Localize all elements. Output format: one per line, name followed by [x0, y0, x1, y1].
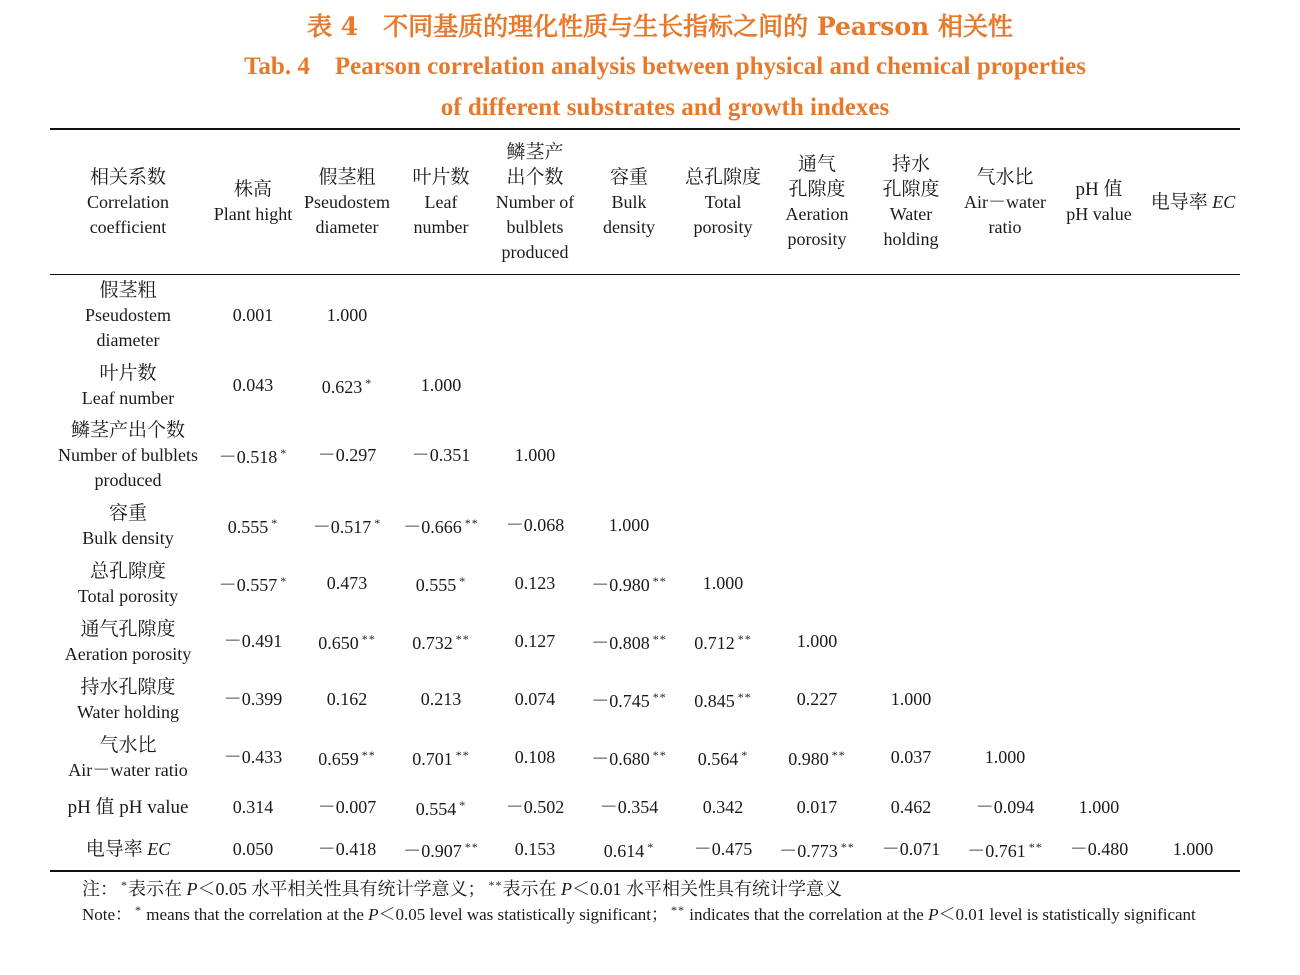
value-cell: [394, 497, 488, 555]
cell-value: －0.666: [403, 517, 462, 537]
row-header-pseudostem-diameter: 假茎粗 Pseudostem diameter: [84, 280, 171, 351]
cell-value: －0.761: [967, 840, 1026, 861]
value-cell: [958, 829, 1052, 871]
empty-cell: [1146, 671, 1240, 729]
table-row: [50, 613, 1240, 671]
significance-marker: *: [374, 516, 382, 530]
empty-cell: [1052, 497, 1146, 555]
cell-value: 0.162: [326, 689, 368, 709]
table-row: [50, 275, 1240, 357]
header-leaf-number: 叶片数 Leaf number: [412, 166, 470, 237]
cell-value: 0.074: [514, 689, 556, 709]
header-pseudostem-diameter: 假茎粗 Pseudostem diameter: [303, 166, 390, 237]
empty-cell: [958, 497, 1052, 555]
header-corner: 相关系数 Correlation coefficient: [87, 166, 169, 237]
cell-value: 0.127: [514, 631, 556, 651]
value-cell: [676, 671, 770, 729]
empty-cell: [676, 275, 770, 357]
correlation-table: [50, 128, 1240, 872]
cell-value: －0.557: [218, 575, 278, 595]
value-cell: [488, 613, 582, 671]
cell-value: 0.614: [603, 840, 645, 861]
cell-value: －0.773: [779, 840, 838, 861]
value-cell: [206, 787, 300, 829]
cell-value: －0.680: [591, 749, 650, 769]
cell-value: －0.068: [505, 515, 565, 535]
cell-value: 0.555: [415, 575, 457, 595]
empty-cell: [958, 415, 1052, 497]
significance-marker: **: [652, 574, 667, 588]
value-cell: [958, 787, 1052, 829]
cell-value: 0.001: [232, 305, 274, 326]
empty-cell: [1146, 357, 1240, 415]
cell-value: 1.000: [702, 573, 744, 593]
value-cell: [206, 729, 300, 787]
empty-cell: [864, 555, 958, 613]
cell-value: －0.907: [403, 840, 462, 861]
header-row: [50, 129, 1240, 275]
empty-cell: [958, 671, 1052, 729]
value-cell: [582, 787, 676, 829]
value-cell: [770, 671, 864, 729]
value-cell: [676, 613, 770, 671]
cell-value: 0.314: [232, 797, 274, 817]
cell-value: －0.502: [505, 797, 565, 817]
cell-value: －0.433: [223, 747, 283, 767]
empty-cell: [864, 613, 958, 671]
value-cell: [300, 275, 394, 357]
table-row: [50, 555, 1240, 613]
value-cell: [676, 729, 770, 787]
empty-cell: [488, 275, 582, 357]
empty-cell: [958, 357, 1052, 415]
value-cell: [488, 415, 582, 497]
cell-value: 0.037: [890, 747, 932, 767]
significance-marker: **: [464, 839, 479, 854]
value-cell: [394, 415, 488, 497]
value-cell: [864, 729, 958, 787]
empty-cell: [676, 357, 770, 415]
value-cell: [864, 829, 958, 871]
empty-cell: [582, 357, 676, 415]
significance-marker: **: [737, 690, 752, 704]
header-air-water-ratio: 气水比 Air－water ratio: [964, 166, 1046, 237]
row-header-water-holding: 持水孔隙度 Water holding: [76, 676, 180, 722]
empty-cell: [1052, 275, 1146, 357]
note-cn: 注： *表示在 P＜0.05 水平相关性具有统计学意义； **表示在 P＜0.01 水平相关性具有统计学意义: [82, 878, 842, 899]
significance-marker: **: [361, 632, 376, 646]
value-cell: [300, 829, 394, 871]
value-cell: [394, 671, 488, 729]
value-cell: [676, 787, 770, 829]
value-cell: [770, 829, 864, 871]
value-cell: [1052, 829, 1146, 871]
cell-value: 0.980: [788, 749, 829, 769]
row-header-ec: 电导率 EC: [85, 838, 171, 860]
value-cell: [958, 729, 1052, 787]
empty-cell: [770, 275, 864, 357]
empty-cell: [676, 415, 770, 497]
empty-cell: [770, 357, 864, 415]
row-header-bulblets: 鳞茎产出个数 Number of bulblets produced: [58, 420, 198, 490]
cell-value: 1.000: [890, 689, 932, 709]
header-aeration-porosity: 通气 孔隙度 Aeration porosity: [785, 154, 849, 249]
table-row: [50, 357, 1240, 415]
empty-cell: [1052, 415, 1146, 497]
empty-cell: [1052, 729, 1146, 787]
cell-value: －0.745: [591, 691, 650, 711]
significance-marker: **: [652, 632, 667, 646]
row-header-aeration-porosity: 通气孔隙度 Aeration porosity: [64, 618, 192, 664]
value-cell: [488, 787, 582, 829]
significance-marker: **: [831, 748, 846, 762]
value-cell: [206, 357, 300, 415]
empty-cell: [958, 613, 1052, 671]
empty-cell: [864, 357, 958, 415]
cell-value: 0.123: [514, 573, 556, 593]
cell-value: 0.017: [796, 797, 838, 817]
empty-cell: [582, 275, 676, 357]
cell-value: 0.732: [412, 633, 453, 653]
cell-value: －0.354: [599, 797, 659, 817]
empty-cell: [770, 497, 864, 555]
empty-cell: [1146, 729, 1240, 787]
cell-value: 0.473: [326, 573, 368, 593]
cell-value: 1.000: [1172, 838, 1214, 859]
significance-marker: *: [280, 446, 288, 460]
cell-value: 0.701: [412, 749, 453, 769]
table-notes: [40, 872, 1255, 927]
value-cell: [300, 497, 394, 555]
cell-value: －0.517: [312, 517, 372, 537]
significance-marker: **: [361, 748, 376, 762]
empty-cell: [1146, 275, 1240, 357]
cell-value: 1.000: [796, 631, 838, 651]
significance-marker: *: [365, 376, 373, 390]
empty-cell: [864, 497, 958, 555]
value-cell: [864, 787, 958, 829]
value-cell: [582, 671, 676, 729]
row-header-bulk-density: 容重 Bulk density: [82, 502, 174, 548]
significance-marker: *: [459, 798, 467, 812]
cell-value: －0.480: [1069, 838, 1129, 859]
value-cell: [300, 555, 394, 613]
cell-value: 0.659: [318, 749, 359, 769]
cell-value: －0.980: [591, 575, 650, 595]
cell-value: －0.007: [317, 797, 377, 817]
cell-value: 0.153: [514, 838, 556, 859]
header-bulk-density: 容重 Bulk density: [603, 166, 655, 237]
significance-marker: **: [737, 632, 752, 646]
value-cell: [394, 555, 488, 613]
cell-value: －0.808: [591, 633, 650, 653]
cell-value: －0.475: [693, 838, 753, 859]
value-cell: [582, 555, 676, 613]
significance-marker: **: [455, 748, 470, 762]
value-cell: [582, 829, 676, 871]
cell-value: －0.518: [218, 447, 278, 467]
empty-cell: [864, 415, 958, 497]
cell-value: 0.043: [232, 375, 274, 395]
table-title-cn: 表 4 不同基质的理化性质与生长指标之间的 Pearson 相关性: [307, 12, 1013, 41]
header-ec: 电导率 EC: [1150, 191, 1236, 213]
significance-marker: **: [455, 632, 470, 646]
value-cell: [488, 671, 582, 729]
value-cell: [864, 671, 958, 729]
value-cell: [394, 613, 488, 671]
value-cell: [300, 787, 394, 829]
value-cell: [1146, 829, 1240, 871]
table-title-en-line2: of different substrates and growth indexes: [440, 94, 890, 121]
significance-marker: **: [1028, 839, 1043, 854]
empty-cell: [394, 275, 488, 357]
cell-value: 1.000: [420, 375, 462, 395]
value-cell: [206, 671, 300, 729]
value-cell: [300, 729, 394, 787]
table-row: [50, 829, 1240, 871]
value-cell: [582, 729, 676, 787]
cell-value: 0.712: [694, 633, 735, 653]
header-ph-value: pH 值 pH value: [1066, 179, 1132, 224]
significance-marker: *: [741, 748, 749, 762]
cell-value: 0.213: [420, 689, 462, 709]
cell-value: －0.071: [881, 838, 941, 859]
significance-marker: **: [464, 516, 479, 530]
value-cell: [206, 613, 300, 671]
cell-value: －0.418: [317, 838, 377, 859]
significance-marker: **: [840, 839, 855, 854]
table-row: [50, 415, 1240, 497]
cell-value: 0.845: [694, 691, 735, 711]
value-cell: [582, 497, 676, 555]
significance-marker: *: [280, 574, 288, 588]
cell-value: 0.227: [796, 689, 838, 709]
cell-value: 1.000: [514, 445, 556, 465]
significance-marker: **: [652, 690, 667, 704]
empty-cell: [582, 415, 676, 497]
significance-marker: *: [271, 516, 279, 530]
row-header-air-water-ratio: 气水比 Air－water ratio: [68, 734, 188, 780]
empty-cell: [1146, 787, 1240, 829]
cell-value: 0.564: [697, 749, 739, 769]
cell-value: 1.000: [326, 305, 368, 326]
value-cell: [300, 415, 394, 497]
value-cell: [206, 275, 300, 357]
table-row: [50, 671, 1240, 729]
value-cell: [394, 829, 488, 871]
cell-value: 1.000: [608, 515, 650, 535]
row-header-total-porosity: 总孔隙度 Total porosity: [77, 560, 179, 606]
value-cell: [770, 787, 864, 829]
cell-value: 0.650: [318, 633, 359, 653]
cell-value: －0.297: [317, 445, 377, 465]
header-bulblets: 鳞茎产 出个数 Number of bulblets produced: [495, 141, 575, 262]
empty-cell: [1146, 555, 1240, 613]
empty-cell: [676, 497, 770, 555]
cell-value: 0.554: [415, 799, 457, 819]
value-cell: [488, 497, 582, 555]
significance-marker: **: [652, 748, 667, 762]
cell-value: 1.000: [984, 747, 1026, 767]
value-cell: [394, 787, 488, 829]
table-row: [50, 729, 1240, 787]
cell-value: 0.342: [702, 797, 744, 817]
value-cell: [206, 415, 300, 497]
empty-cell: [1146, 415, 1240, 497]
significance-marker: *: [459, 574, 467, 588]
value-cell: [676, 829, 770, 871]
value-cell: [488, 729, 582, 787]
value-cell: [206, 497, 300, 555]
value-cell: [770, 729, 864, 787]
cell-value: 0.050: [232, 838, 274, 859]
empty-cell: [1052, 613, 1146, 671]
header-water-holding: 持水 孔隙度 Water holding: [882, 154, 940, 249]
empty-cell: [1052, 357, 1146, 415]
empty-cell: [1146, 497, 1240, 555]
row-header-leaf-number: 叶片数 Leaf number: [81, 362, 175, 408]
cell-value: －0.094: [975, 797, 1035, 817]
value-cell: [206, 829, 300, 871]
table-row: [50, 787, 1240, 829]
value-cell: [300, 613, 394, 671]
cell-value: －0.351: [411, 445, 471, 465]
header-plant-height: 株高 Plant hight: [213, 179, 293, 224]
cell-value: 0.462: [890, 797, 932, 817]
empty-cell: [1052, 555, 1146, 613]
empty-cell: [958, 275, 1052, 357]
empty-cell: [770, 415, 864, 497]
value-cell: [394, 729, 488, 787]
cell-value: －0.491: [223, 631, 283, 651]
cell-value: －0.399: [223, 689, 283, 709]
value-cell: [770, 613, 864, 671]
row-header-ph-value: pH 值 pH value: [67, 797, 189, 818]
value-cell: [488, 829, 582, 871]
value-cell: [488, 555, 582, 613]
header-total-porosity: 总孔隙度 Total porosity: [684, 166, 761, 237]
empty-cell: [864, 275, 958, 357]
empty-cell: [1146, 613, 1240, 671]
value-cell: [394, 357, 488, 415]
table-row: [50, 497, 1240, 555]
value-cell: [300, 357, 394, 415]
empty-cell: [1052, 671, 1146, 729]
cell-value: 0.555: [227, 517, 269, 537]
empty-cell: [770, 555, 864, 613]
cell-value: 0.623: [321, 377, 363, 397]
empty-cell: [488, 357, 582, 415]
cell-value: 0.108: [514, 747, 556, 767]
table-title-block: [0, 8, 1300, 128]
value-cell: [582, 613, 676, 671]
significance-marker: *: [647, 839, 655, 854]
value-cell: [1052, 787, 1146, 829]
cell-value: 1.000: [1078, 797, 1120, 817]
note-en: Note： * means that the correlation at the P＜0.05 level was statistically significant； ** indicates that the correlation at the P＜0.01 level is statistically significant: [82, 903, 1196, 924]
value-cell: [206, 555, 300, 613]
value-cell: [676, 555, 770, 613]
empty-cell: [958, 555, 1052, 613]
value-cell: [300, 671, 394, 729]
table-title-en-line1: Tab. 4 Pearson correlation analysis between physical and chemical properties: [244, 53, 1086, 80]
